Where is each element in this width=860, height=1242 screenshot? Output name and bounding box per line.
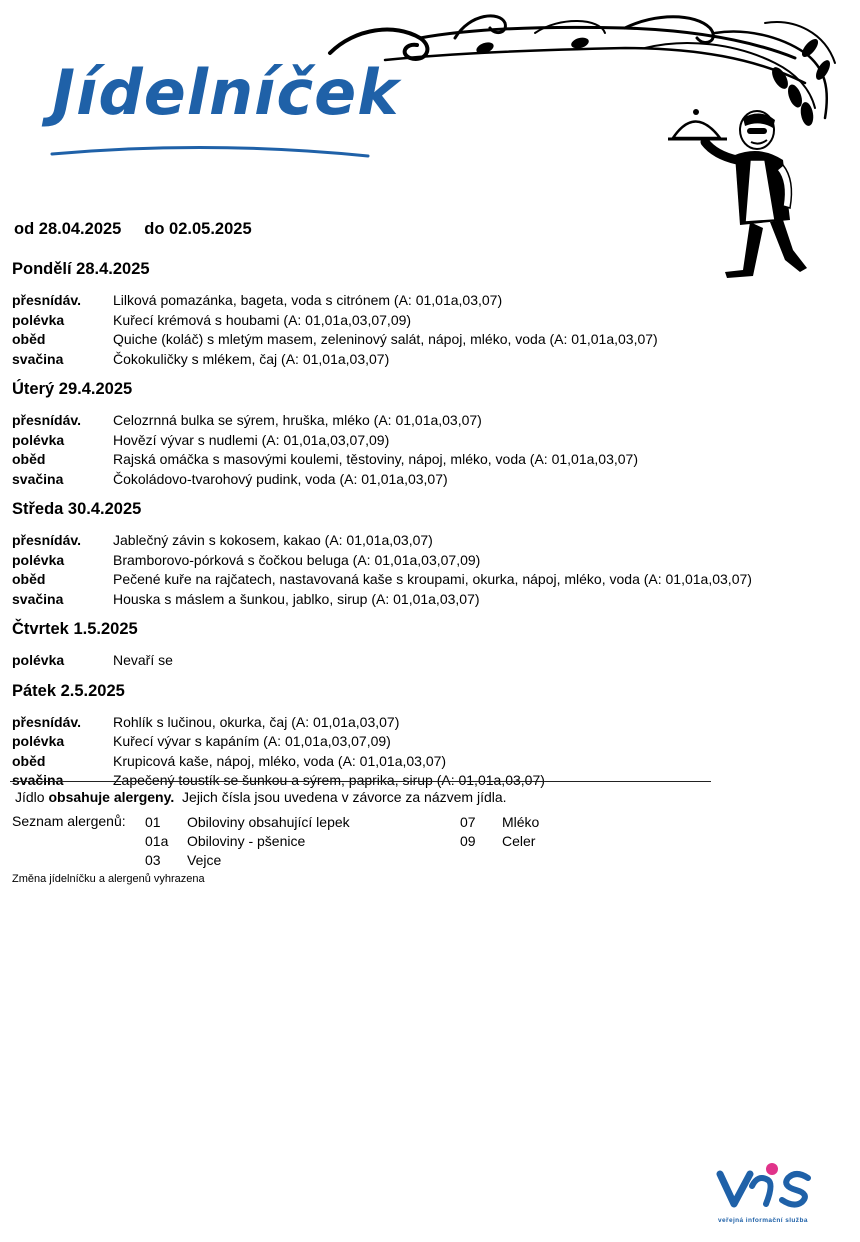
allergen-name: Vejce bbox=[187, 852, 222, 868]
meal-type: svačina bbox=[12, 590, 64, 607]
meal-type: oběd bbox=[12, 752, 46, 769]
day-title: Pátek 2.5.2025 bbox=[12, 681, 125, 700]
meal-row bbox=[12, 531, 842, 551]
page-title: Jídelníček bbox=[52, 56, 400, 129]
meal-description: Rajská omáčka s masovými koulemi, těstoviny, nápoj, mléko, voda (A: 01,01a,03,07) bbox=[113, 451, 638, 467]
meal-row bbox=[12, 713, 842, 733]
meal-description: Krupicová kaše, nápoj, mléko, voda (A: 01,01a,03,07) bbox=[113, 752, 447, 769]
meal-type: svačina bbox=[12, 470, 64, 487]
separator-line bbox=[10, 781, 711, 782]
meal-row bbox=[12, 411, 842, 431]
day-title: Čtvrtek 1.5.2025 bbox=[12, 620, 138, 638]
waiter-illustration bbox=[665, 100, 815, 280]
meal-description: Nevaří se bbox=[113, 652, 173, 668]
meal-row bbox=[12, 470, 842, 490]
allergen-note-bold: obsahuje alergeny. bbox=[48, 789, 175, 805]
vis-logo-dot bbox=[766, 1163, 778, 1175]
meal-description: Houska s máslem a šunkou, jablko, sirup (A: 01,01a,03,07) bbox=[113, 590, 480, 607]
meal-row bbox=[12, 450, 842, 470]
day-title: Úterý 29.4.2025 bbox=[12, 380, 133, 398]
allergen-item bbox=[145, 851, 221, 870]
allergen-item bbox=[460, 813, 539, 832]
meal-row bbox=[12, 551, 842, 571]
meal-row bbox=[12, 651, 842, 671]
title-underline bbox=[50, 138, 370, 162]
allergen-item bbox=[145, 813, 350, 832]
meal-type: přesnídáv. bbox=[12, 713, 81, 730]
meal-type: svačina bbox=[12, 350, 64, 367]
meal-type: polévka bbox=[12, 652, 65, 668]
meal-row bbox=[12, 330, 842, 350]
meal-type: polévka bbox=[12, 733, 65, 749]
day-section bbox=[12, 498, 842, 618]
allergen-code: 07 bbox=[460, 814, 476, 830]
meal-row bbox=[12, 752, 842, 772]
date-range bbox=[14, 220, 252, 239]
date-from: 28.04.2025 bbox=[38, 220, 122, 238]
meal-type: polévka bbox=[12, 551, 65, 568]
date-to: 02.05.2025 bbox=[169, 220, 252, 238]
day-section bbox=[12, 618, 842, 680]
vis-logo bbox=[716, 1160, 816, 1208]
date-from-label: od bbox=[14, 220, 35, 238]
meal-type: oběd bbox=[12, 571, 46, 587]
meal-row bbox=[12, 732, 842, 752]
allergen-name: Mléko bbox=[502, 814, 540, 830]
meal-row bbox=[12, 291, 842, 311]
date-to-label: do bbox=[144, 220, 165, 238]
meal-type: polévka bbox=[12, 311, 65, 328]
meal-row bbox=[12, 570, 842, 590]
meal-type: přesnídáv. bbox=[12, 412, 81, 428]
allergen-list-label: Seznam alergenů: bbox=[12, 813, 126, 829]
meal-description: Rohlík s lučinou, okurka, čaj (A: 01,01a,03,07) bbox=[113, 713, 400, 730]
allergen-note bbox=[15, 789, 507, 805]
allergen-code: 01a bbox=[145, 833, 169, 849]
meal-description: Hovězí vývar s nudlemi (A: 01,01a,03,07,09) bbox=[113, 431, 390, 448]
allergen-name: Obiloviny - pšenice bbox=[187, 833, 306, 849]
meal-row bbox=[12, 590, 842, 610]
meal-type: svačina bbox=[12, 772, 64, 788]
allergen-note-prefix: Jídlo bbox=[15, 789, 49, 805]
meal-description: Kuřecí vývar s kapáním (A: 01,01a,03,07,09) bbox=[113, 733, 391, 749]
meal-description: Celozrnná bulka se sýrem, hruška, mléko (A: 01,01a,03,07) bbox=[113, 412, 482, 428]
days-list bbox=[12, 258, 842, 800]
meal-type: přesnídáv. bbox=[12, 292, 81, 308]
meal-description: Bramborovo-pórková s čočkou beluga (A: 01,01a,03,07,09) bbox=[113, 551, 481, 568]
day-title: Pondělí 28.4.2025 bbox=[12, 260, 150, 278]
meal-row bbox=[12, 311, 842, 331]
allergen-name: Obiloviny obsahující lepek bbox=[187, 814, 350, 830]
footnote: Změna jídelníčku a alergenů vyhrazena bbox=[12, 873, 205, 885]
meal-type: oběd bbox=[12, 451, 46, 467]
meal-type: přesnídáv. bbox=[12, 532, 81, 548]
meal-type: oběd bbox=[12, 331, 46, 347]
day-section bbox=[12, 378, 842, 498]
meal-row bbox=[12, 431, 842, 451]
meal-type: polévka bbox=[12, 431, 65, 448]
meal-description: Jablečný závin s kokosem, kakao (A: 01,01a,03,07) bbox=[113, 532, 433, 548]
meal-description: Lilková pomazánka, bageta, voda s citrónem (A: 01,01a,03,07) bbox=[113, 292, 503, 308]
allergen-code: 01 bbox=[145, 814, 161, 830]
day-title: Středa 30.4.2025 bbox=[12, 500, 142, 518]
day-section bbox=[12, 258, 842, 378]
allergen-name: Celer bbox=[502, 833, 536, 849]
allergen-item bbox=[145, 832, 305, 851]
allergen-code: 09 bbox=[460, 833, 476, 849]
allergen-note-suffix: Jejich čísla jsou uvedena v závorce za názvem jídla. bbox=[174, 789, 507, 805]
vis-logo-subtitle: veřejná informační služba bbox=[718, 1217, 808, 1224]
meal-description: Quiche (koláč) s mletým masem, zeleninový salát, nápoj, mléko, voda (A: 01,01a,03,07) bbox=[113, 331, 658, 347]
meal-description: Čokoládovo-tvarohový pudink, voda (A: 01,01a,03,07) bbox=[113, 470, 448, 487]
meal-description: Pečené kuře na rajčatech, nastavovaná kaše s kroupami, okurka, nápoj, mléko, voda (A: 01,01a,03,07) bbox=[113, 571, 752, 587]
meal-description: Čokokuličky s mlékem, čaj (A: 01,01a,03,07) bbox=[113, 350, 390, 367]
allergen-item bbox=[460, 832, 535, 851]
meal-description: Kuřecí krémová s houbami (A: 01,01a,03,07,09) bbox=[113, 311, 412, 328]
meal-row bbox=[12, 350, 842, 370]
allergen-code: 03 bbox=[145, 852, 161, 868]
meal-description: Zapečený toustík se šunkou a sýrem, paprika, sirup (A: 01,01a,03,07) bbox=[113, 772, 545, 788]
